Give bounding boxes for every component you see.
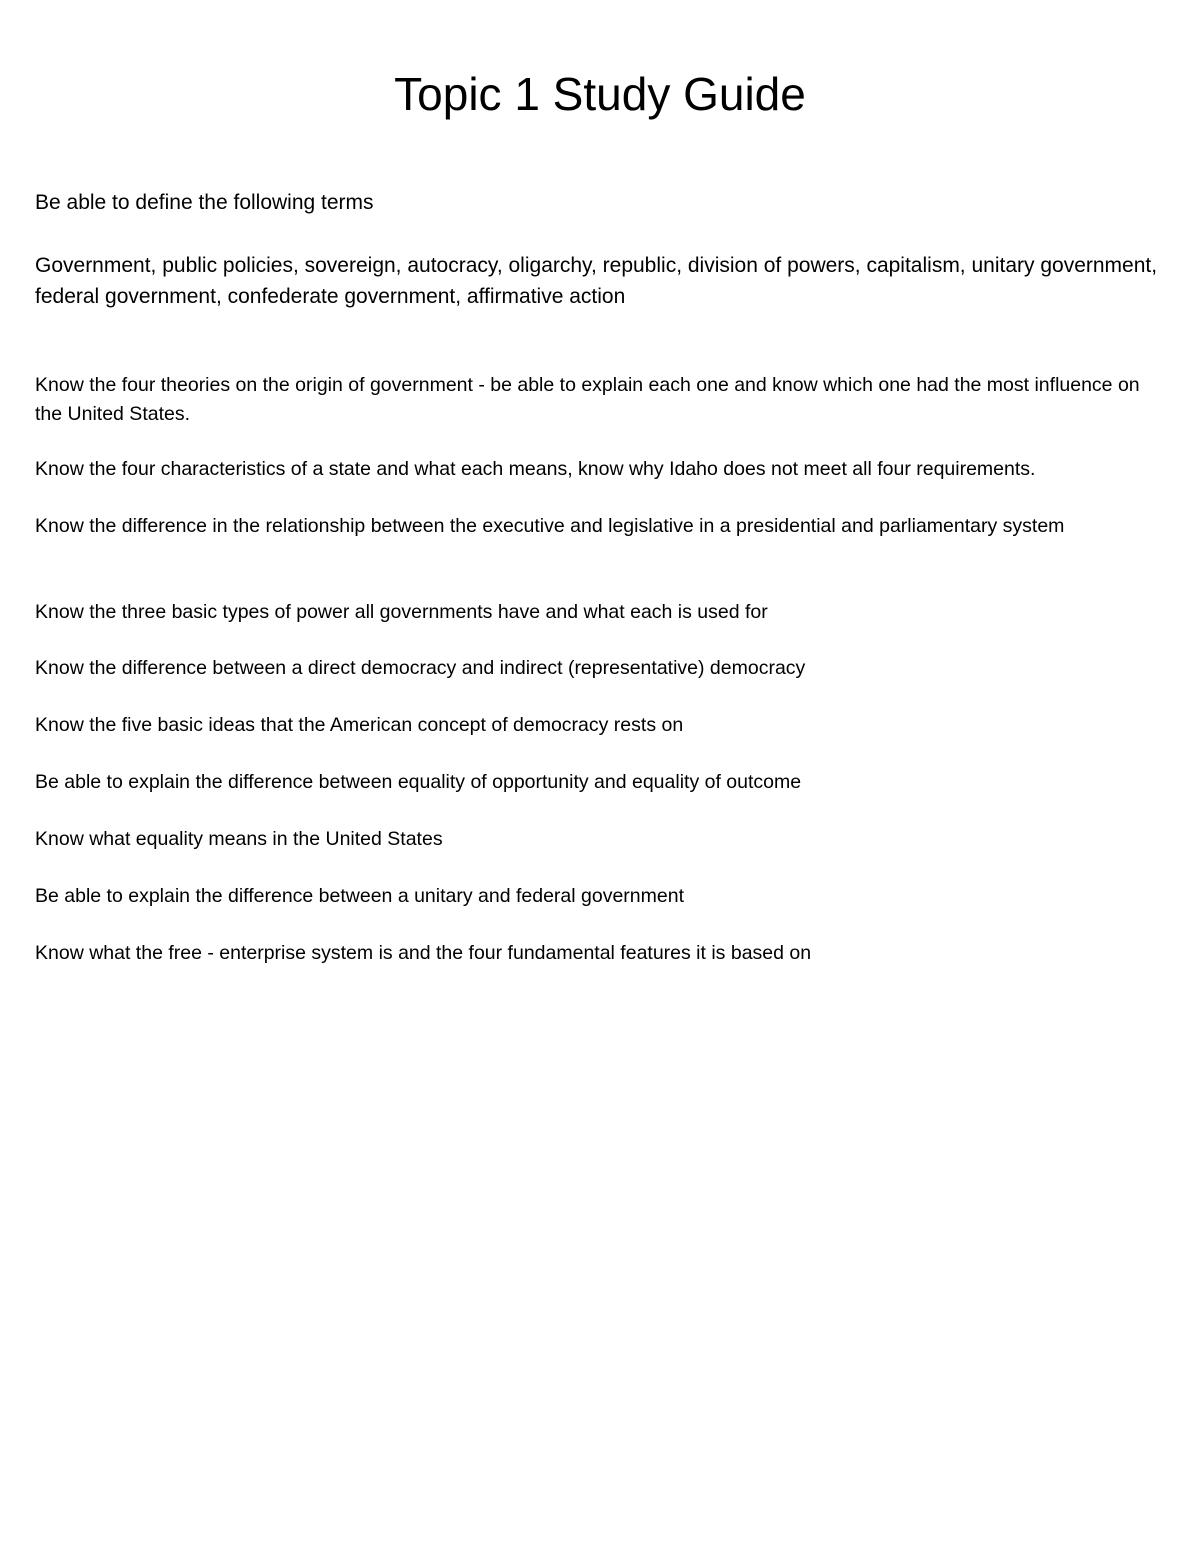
study-item: Be able to explain the difference between equality of opportunity and equality of outcome: [35, 771, 802, 793]
page-title: Topic 1 Study Guide: [394, 68, 806, 120]
study-item: Know the difference between a direct democracy and indirect (representative) democracy: [35, 657, 806, 679]
study-item: Know the difference in the relationship between the executive and legislative in a presidential and parliamentary system: [35, 515, 1065, 537]
study-item: Know the four characteristics of a state and what each means, know why Idaho does not meet all four requirements.: [35, 458, 1036, 480]
study-item: Know the three basic types of power all governments have and what each is used for: [35, 601, 768, 623]
study-item: Be able to explain the difference between a unitary and federal government: [35, 885, 684, 907]
study-item: Know the five basic ideas that the American concept of democracy rests on: [35, 714, 684, 736]
terms-intro: Be able to define the following terms: [35, 191, 374, 214]
study-item: Know what the free - enterprise system is and the four fundamental features it is based on: [35, 942, 812, 964]
terms-list: Government, public policies, sovereign, autocracy, oligarchy, republic, division of powers, capitalism, unitary government, federal government, confederate government, affirmative action: [35, 254, 1158, 308]
study-item: Know the four theories on the origin of government - be able to explain each one and know which one had the most influence on the United States.: [35, 374, 1140, 425]
study-item: Know what equality means in the United States: [35, 828, 443, 850]
